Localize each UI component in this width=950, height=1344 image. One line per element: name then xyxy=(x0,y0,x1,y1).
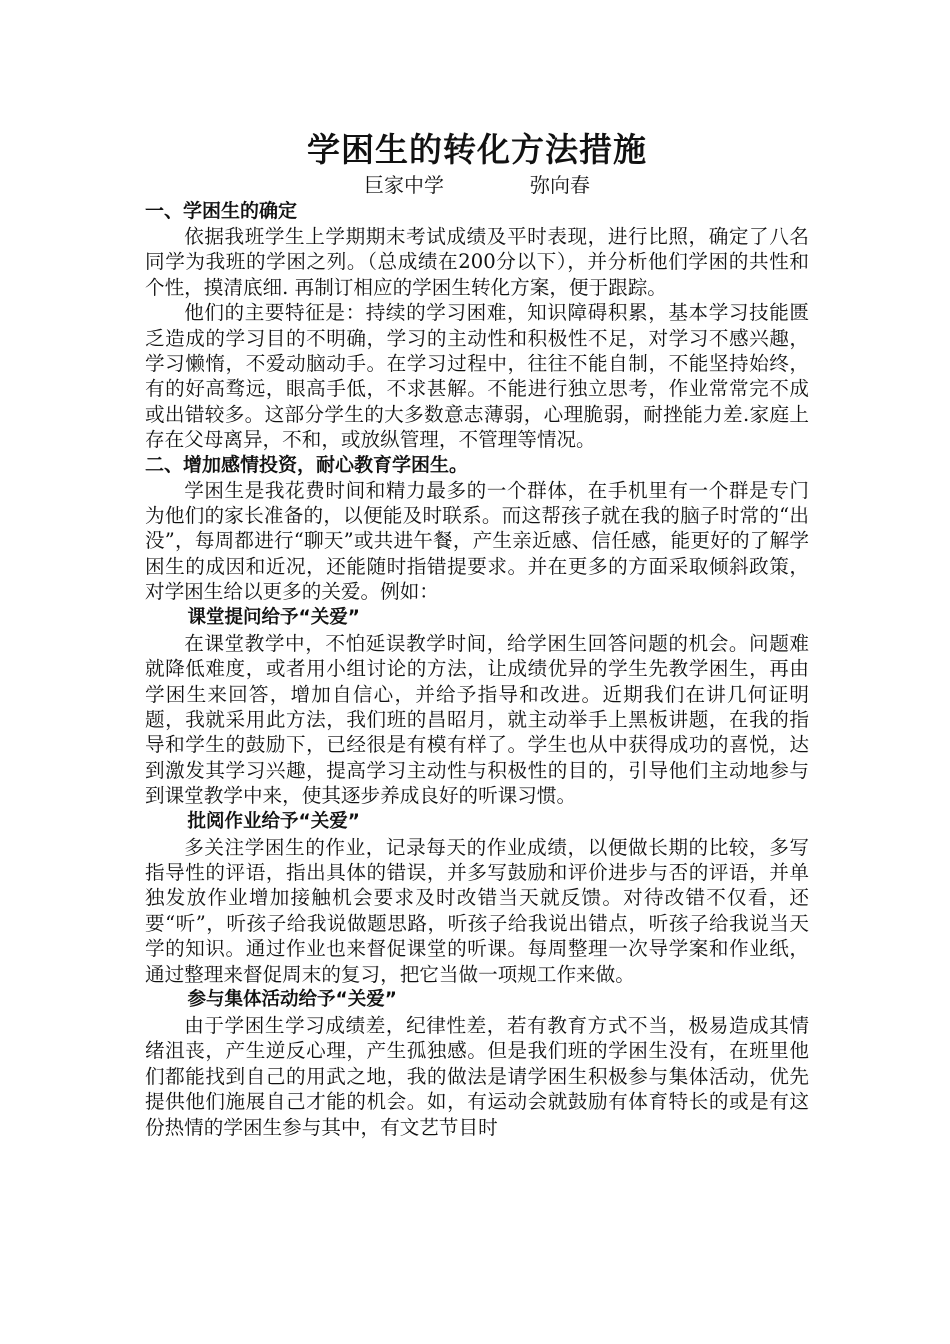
section-1-paragraph-1: 依据我班学生上学期期末考试成绩及平时表现，进行比照，确定了八名同学为我班的学困之列。（总成绩在200分以下），并分析他们学困的共性和个性，摸清底细. 再制订相应的学困生转化方案，便于跟踪。 xyxy=(145,225,809,299)
section-2-paragraph-1: 学困生是我花费时间和精力最多的一个群体，在手机里有一个群是专门为他们的家长准备的，以便能及时联系。而这帮孩子就在我的脑子时常的“出没”，每周都进行“聊天”或共进午餐，产生亲近感、信任感，能更好的了解学困生的成因和近况，还能随时指错提要求。并在更多的方面采取倾斜政策，对学困生给以更多的关爱。例如： xyxy=(145,478,809,604)
author-line xyxy=(145,172,809,199)
subsection-heading-homework: 批阅作业给予“关爱” xyxy=(187,810,360,832)
section-heading-2: 二、增加感情投资，耐心教育学困生。 xyxy=(145,453,469,476)
subsection-paragraph-classroom: 在课堂教学中，不怕延误教学时间，给学困生回答问题的机会。问题难就降低难度，或者用小组讨论的方法，让成绩优异的学生先教学困生，再由学困生来回答，增加自信心，并给予指导和改进。近期我们在讲几何证明题，我就采用此方法，我们班的昌昭月，就主动举手上黑板讲题，在我的指导和学生的鼓励下，已经很是有模有样了。学生也从中获得成功的喜悦，达到激发其学习兴趣，提高学习主动性与积极性的目的，引导他们主动地参与到课堂教学中来，使其逐步养成良好的听课习惯。 xyxy=(145,631,809,808)
document-page xyxy=(145,128,809,1140)
subsection-heading-activities: 参与集体活动给予“关爱” xyxy=(187,988,397,1010)
subsection-paragraph-activities: 由于学困生学习成绩差，纪律性差，若有教育方式不当，极易造成其情绪沮丧，产生逆反心理，产生孤独感。但是我们班的学困生没有，在班里他们都能找到自己的用武之地，我的做法是请学困生积极参与集体活动，优先提供他们施展自己才能的机会。如，有运动会就鼓励有体育特长的或是有这份热情的学困生参与其中，有文艺节目时 xyxy=(145,1013,809,1139)
subsection-paragraph-homework: 多关注学困生的作业，记录每天的作业成绩，以便做长期的比较，多写指导性的评语，指出具体的错误，并多写鼓励和评价进步与否的评语，并单独发放作业增加接触机会要求及时改错当天就反馈。对待改错不仅看，还要“听”，听孩子给我说做题思路，听孩子给我说出错点，听孩子给我说当天学的知识。通过作业也来督促课堂的听课。每周整理一次导学案和作业纸，通过整理来督促周末的复习，把它当做一项规工作来做。 xyxy=(145,835,809,986)
school-name: 巨家中学 xyxy=(364,173,444,197)
section-heading-1: 一、学困生的确定 xyxy=(145,200,298,222)
subsection-heading-classroom: 课堂提问给予“关爱” xyxy=(187,606,360,628)
section-1-paragraph-2: 他们的主要特征是：持续的学习困难，知识障碍积累，基本学习技能匮乏造成的学习目的不明确，学习的主动性和积极性不足，对学习不感兴趣，学习懒惰，不爱动脑动手。在学习过程中，往往不能自制，不能坚持始终，有的好高骛远，眼高手低，不求甚解。不能进行独立思考，作业常常完不成或出错较多。这部分学生的大多数意志薄弱，心理脆弱，耐挫能力差.家庭上存在父母离异，不和，或放纵管理，不管理等情况。 xyxy=(145,301,809,452)
author-name: 弥向春 xyxy=(530,173,590,197)
document-title: 学困生的转化方法措施 xyxy=(307,130,647,169)
